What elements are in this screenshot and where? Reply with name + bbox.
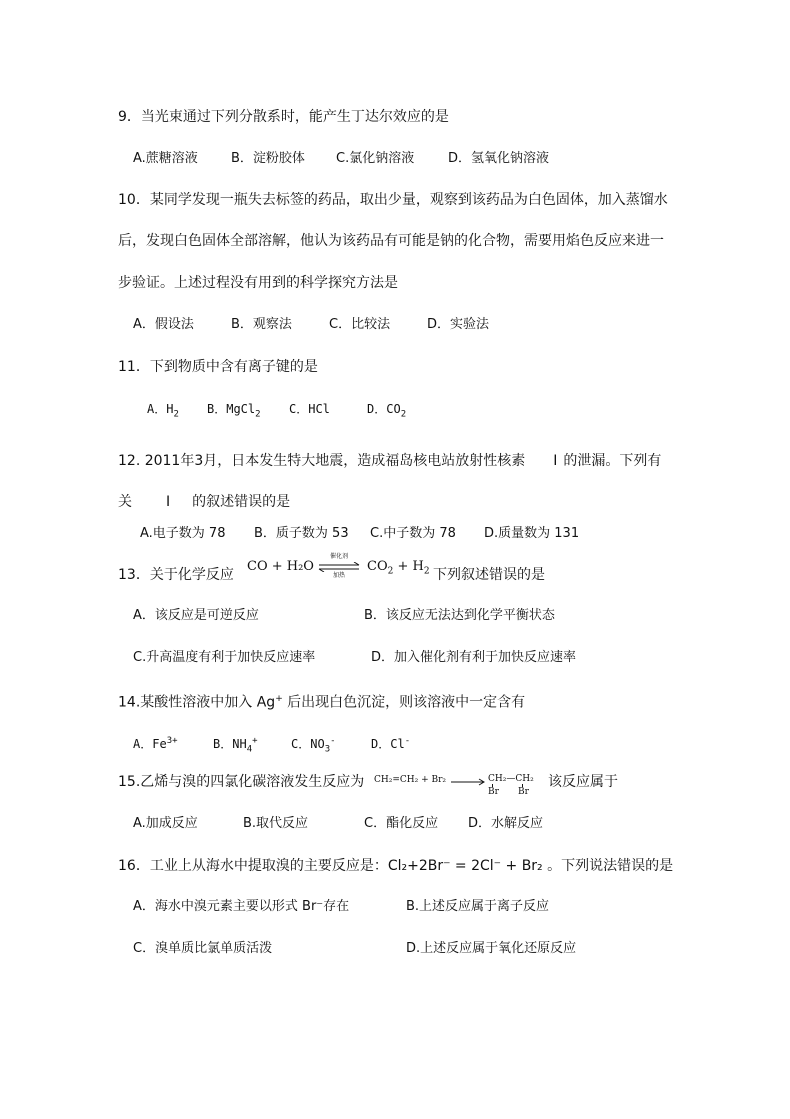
q13-option-a: A．该反应是可逆反应 xyxy=(133,608,259,623)
reversible-arrow xyxy=(317,555,361,579)
q10-line3: 步验证。上述过程没有用到的科学探究方法是 xyxy=(118,275,398,291)
q10-line1: 10．某同学发现一瓶失去标签的药品，取出少量，观察到该药品为白色固体，加入蒸馏水 xyxy=(118,192,668,208)
q15-equation-left: CH₂=CH₂ + Br₂ xyxy=(374,775,447,785)
q16-option-a: A．海水中溴元素主要以形式 Br⁻存在 xyxy=(133,899,350,914)
q14-option-b: B．$NH_4^+$ xyxy=(213,736,258,755)
q13-option-c: C.升高温度有利于加快反应速率 xyxy=(133,650,316,665)
q16-option-d: D.上述反应属于氧化还原反应 xyxy=(406,941,577,956)
q13-option-d: D．加入催化剂有利于加快反应速率 xyxy=(371,650,577,665)
q11-option-a: A．$H_2$ xyxy=(147,402,179,420)
q14-stem: 14.某酸性溶液中加入 Ag+ 后出现白色沉淀，则该溶液中一定含有 xyxy=(118,694,526,711)
q14-option-a: A．$Fe^{3+}$ xyxy=(133,736,178,751)
q9-stem: 9．当光束通过下列分散系时，能产生丁达尔效应的是 xyxy=(118,109,449,125)
q16-stem: 16．工业上从海水中提取溴的主要反应是：Cl₂+2Br⁻ = 2Cl⁻ + Br₂ 。下列说法错误的是 xyxy=(118,858,674,874)
q9-option-b: B．淀粉胶体 xyxy=(231,151,305,166)
q16-option-b: B.上述反应属于离子反应 xyxy=(406,899,550,914)
heat-label: 加热 xyxy=(332,572,345,579)
q15-stem-pre: 15.乙烯与溴的四氯化碳溶液发生反应为 xyxy=(118,774,365,790)
q11-option-c: C．HCl xyxy=(289,402,330,416)
q12-stem-line2: 关 I 的叙述错误的是 xyxy=(118,494,291,510)
reaction-arrow-icon xyxy=(450,778,486,786)
q15-option-a: A.加成反应 xyxy=(133,816,198,831)
q14-option-d: D．Cl- xyxy=(371,736,411,751)
q13-equation-right: $CO_2 + H_2$ xyxy=(367,559,430,577)
q9-option-d: D．氢氧化钠溶液 xyxy=(448,151,550,166)
q15-option-c: C．酯化反应 xyxy=(364,816,439,831)
q15-stem-post: 该反应属于 xyxy=(548,774,618,790)
q14-option-c: C．$NO_3^-$ xyxy=(291,736,336,755)
q12-option-d: D.质量数为 131 xyxy=(484,526,580,541)
q12-stem-line1: 12. 2011年3月，日本发生特大地震，造成福岛核电站放射性核素 I 的泄漏。下列有 xyxy=(118,453,662,469)
q9-option-a: A.蔗糖溶液 xyxy=(133,151,198,166)
q12-option-a: A.电子数为 78 xyxy=(140,526,226,541)
q10-option-a: A．假设法 xyxy=(133,317,194,332)
q15-option-d: D．水解反应 xyxy=(468,816,544,831)
q11-option-d: D．$CO_2$ xyxy=(367,402,407,420)
q13-option-b: B．该反应无法达到化学平衡状态 xyxy=(364,608,555,623)
q9-option-c: C.氯化钠溶液 xyxy=(336,151,415,166)
q12-option-b: B．质子数为 53 xyxy=(254,526,349,541)
q13-equation-left: CO + H₂O xyxy=(247,559,314,574)
q11-option-b: B．MgCl$_2$ xyxy=(207,402,261,420)
q13-stem-pre: 13．关于化学反应 xyxy=(118,567,234,583)
q10-option-d: D．实验法 xyxy=(427,317,490,332)
q10-line2: 后，发现白色固体全部溶解，他认为该药品有可能是钠的化合物，需要用焰色反应来进一 xyxy=(118,233,664,249)
nuclide-symbol: I xyxy=(553,453,558,469)
nuclide-symbol: I xyxy=(166,494,171,510)
q10-option-c: C．比较法 xyxy=(329,317,391,332)
q16-option-c: C．溴单质比氯单质活泼 xyxy=(133,941,273,956)
catalyst-label: 催化剂 xyxy=(329,553,348,560)
q11-stem: 11．下到物质中含有离子键的是 xyxy=(118,359,318,375)
q15-product: CH₂—CH₂ Br Br xyxy=(488,774,534,797)
q15-option-b: B.取代反应 xyxy=(243,816,309,831)
q10-option-b: B．观察法 xyxy=(231,317,292,332)
q13-stem-post: 下列叙述错误的是 xyxy=(433,567,545,583)
equilibrium-arrow-icon xyxy=(317,562,361,572)
q12-option-c: C.中子数为 78 xyxy=(370,526,456,541)
